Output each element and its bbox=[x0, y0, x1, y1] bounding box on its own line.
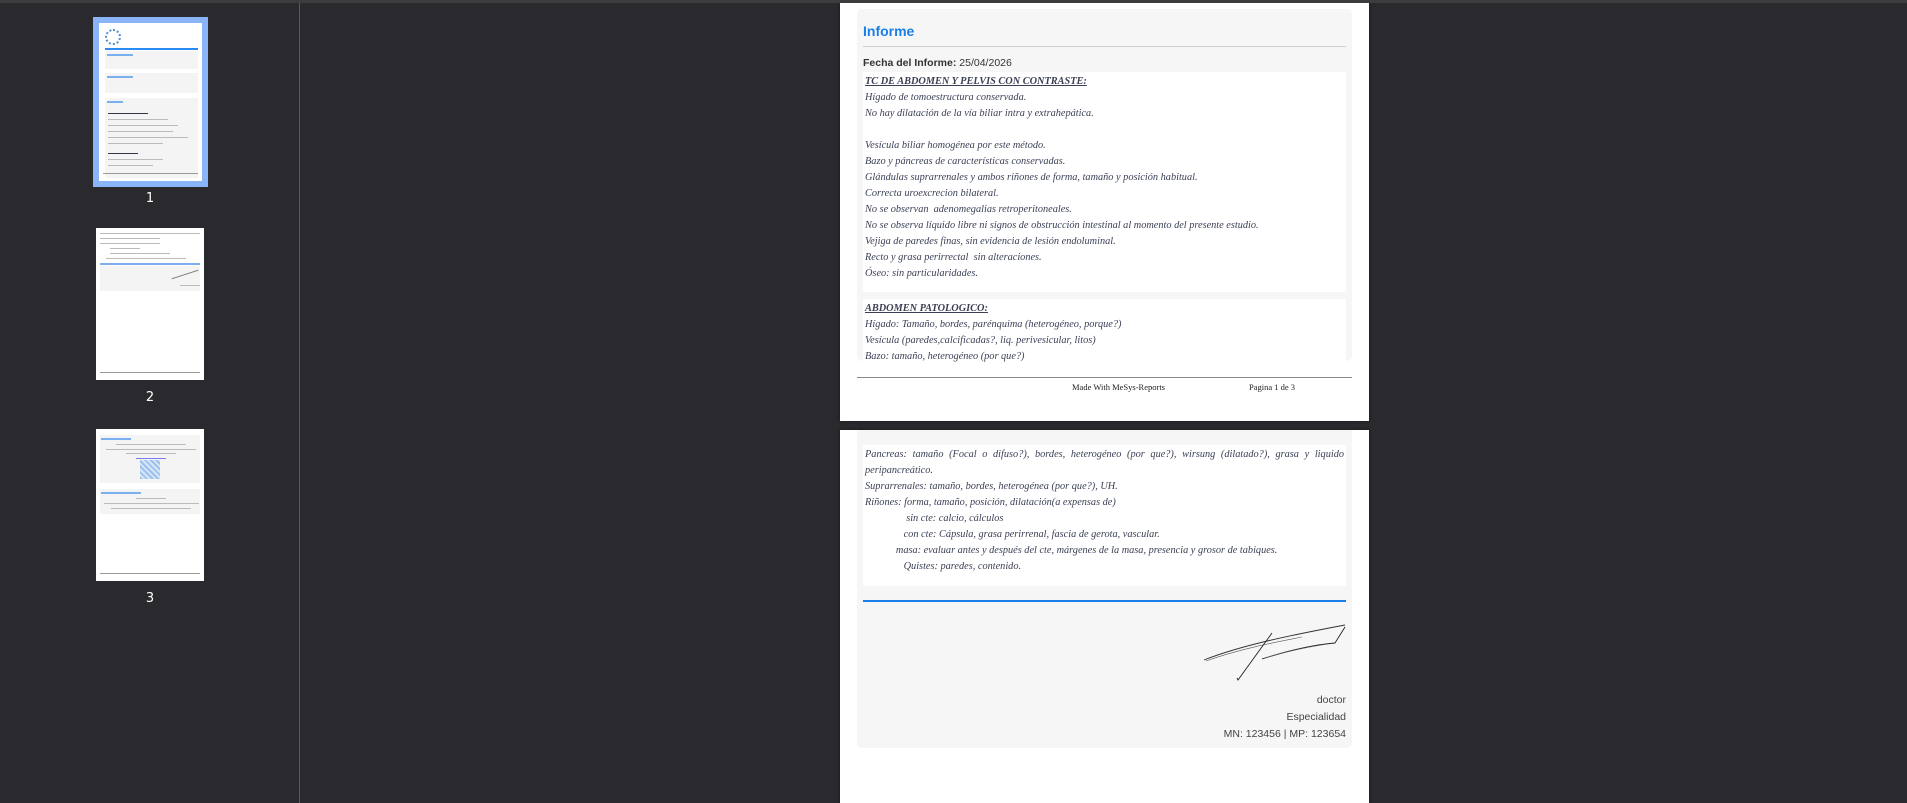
thumbnail-page-2[interactable] bbox=[0, 228, 300, 405]
report-date-value: 25/04/2026 bbox=[959, 57, 1012, 69]
thumbnail-page-2-label: 2 bbox=[145, 390, 155, 405]
findings-line: No hay dilatación de la vía biliar intra y extrahepática. bbox=[865, 108, 1094, 119]
findings-line: Correcta uroexcrecion bilateral. bbox=[865, 188, 999, 199]
pathology-line: masa: evaluar antes y después del cte, márgenes de la masa, presencia y grosor de tabiques. bbox=[865, 545, 1278, 556]
logo-icon bbox=[105, 29, 121, 45]
report-date-label: Fecha del Informe: bbox=[863, 57, 957, 69]
pathology-line: con cte: Cápsula, grasa perirrenal, fascia de gerota, vascular. bbox=[865, 529, 1160, 540]
section-title: Informe bbox=[863, 23, 915, 39]
signature-block bbox=[1224, 692, 1346, 743]
pathology-line: Pancreas: tamaño (Focal o difuso?), bordes, heterogéneo (por que?), wirsung (dilatado?), grasa y liquido peripancreático. bbox=[865, 449, 1344, 476]
page-footer-divider bbox=[857, 377, 1352, 378]
thumbnail-page-1-image bbox=[99, 23, 202, 181]
findings-line: Glándulas suprarrenales y ambos riñones de forma, tamaño y posición habitual. bbox=[865, 172, 1198, 183]
document-viewer[interactable] bbox=[301, 3, 1891, 803]
document-page-1 bbox=[840, 3, 1369, 421]
report-date bbox=[863, 57, 1012, 69]
pathology-line: Quistes: paredes, contenido. bbox=[865, 561, 1022, 572]
findings-line: No se observa líquido libre ni signos de obstrucción intestinal al momento del presente estudio. bbox=[865, 220, 1259, 231]
findings-line: Vejiga de paredes finas, sin evidencia de lesión endoluminal. bbox=[865, 236, 1116, 247]
thumbnail-page-2-image bbox=[96, 228, 204, 380]
vertical-scrollbar[interactable] bbox=[1891, 3, 1907, 803]
thumbnail-sidebar bbox=[0, 3, 300, 803]
findings-line: Hígado de tomoestructura conservada. bbox=[865, 92, 1027, 103]
pathology-line: sin cte: calcio, cálculos bbox=[865, 513, 1004, 524]
page-indicator: Pagina 1 de 3 bbox=[1249, 382, 1296, 392]
pathology-line: Hígado: Tamaño, bordes, parénquima (heterogéneo, porque?) bbox=[865, 319, 1122, 330]
thumbnail-page-1[interactable] bbox=[0, 23, 300, 206]
pathology-line: Riñones: forma, tamaño, posición, dilatación(a expensas de) bbox=[865, 497, 1116, 508]
findings-line: Bazo y páncreas de características conservadas. bbox=[865, 156, 1066, 167]
section-divider bbox=[863, 46, 1346, 47]
pathology-text-block-continued bbox=[863, 445, 1346, 586]
findings-text-block bbox=[863, 72, 1346, 292]
made-with-footer: Made With MeSys-Reports bbox=[1072, 382, 1165, 392]
findings-line: No se observan adenomegalias retroperitoneales. bbox=[865, 204, 1072, 215]
document-page-2 bbox=[840, 430, 1369, 803]
findings-line: Vesícula biliar homogénea por este método. bbox=[865, 140, 1046, 151]
pathology-text-block bbox=[863, 299, 1346, 364]
informe-section bbox=[857, 9, 1352, 361]
doctor-name: doctor bbox=[1316, 694, 1346, 706]
thumbnail-page-3[interactable] bbox=[0, 429, 300, 606]
findings-line: Óseo: sin particularidades. bbox=[865, 268, 978, 279]
findings-line bbox=[865, 122, 1344, 138]
signature-divider bbox=[863, 600, 1346, 602]
thumbnail-page-3-label: 3 bbox=[145, 591, 155, 606]
doctor-registration: MN: 123456 | MP: 123654 bbox=[1223, 728, 1346, 740]
pathology-line: Bazo: tamaño, heterogéneo (por que?) bbox=[865, 351, 1025, 362]
signature-image bbox=[1202, 615, 1347, 685]
thumbnail-page-3-image bbox=[96, 429, 204, 581]
pathology-heading: ABDOMEN PATOLOGICO: bbox=[865, 303, 988, 314]
pathology-line: Vesícula (paredes,calcificadas?, liq. perivesicular, litos) bbox=[865, 335, 1096, 346]
doctor-specialty: Especialidad bbox=[1286, 711, 1346, 723]
pathology-line: Suprarrenales: tamaño, bordes, heterogénea (por que?), UH. bbox=[865, 481, 1118, 492]
thumbnail-page-1-label: 1 bbox=[145, 191, 155, 206]
findings-heading: TC DE ABDOMEN Y PELVIS CON CONTRASTE: bbox=[865, 76, 1087, 87]
findings-line: Recto y grasa perirrectal sin alteraciones. bbox=[865, 252, 1042, 263]
informe-section-continued bbox=[857, 430, 1352, 748]
